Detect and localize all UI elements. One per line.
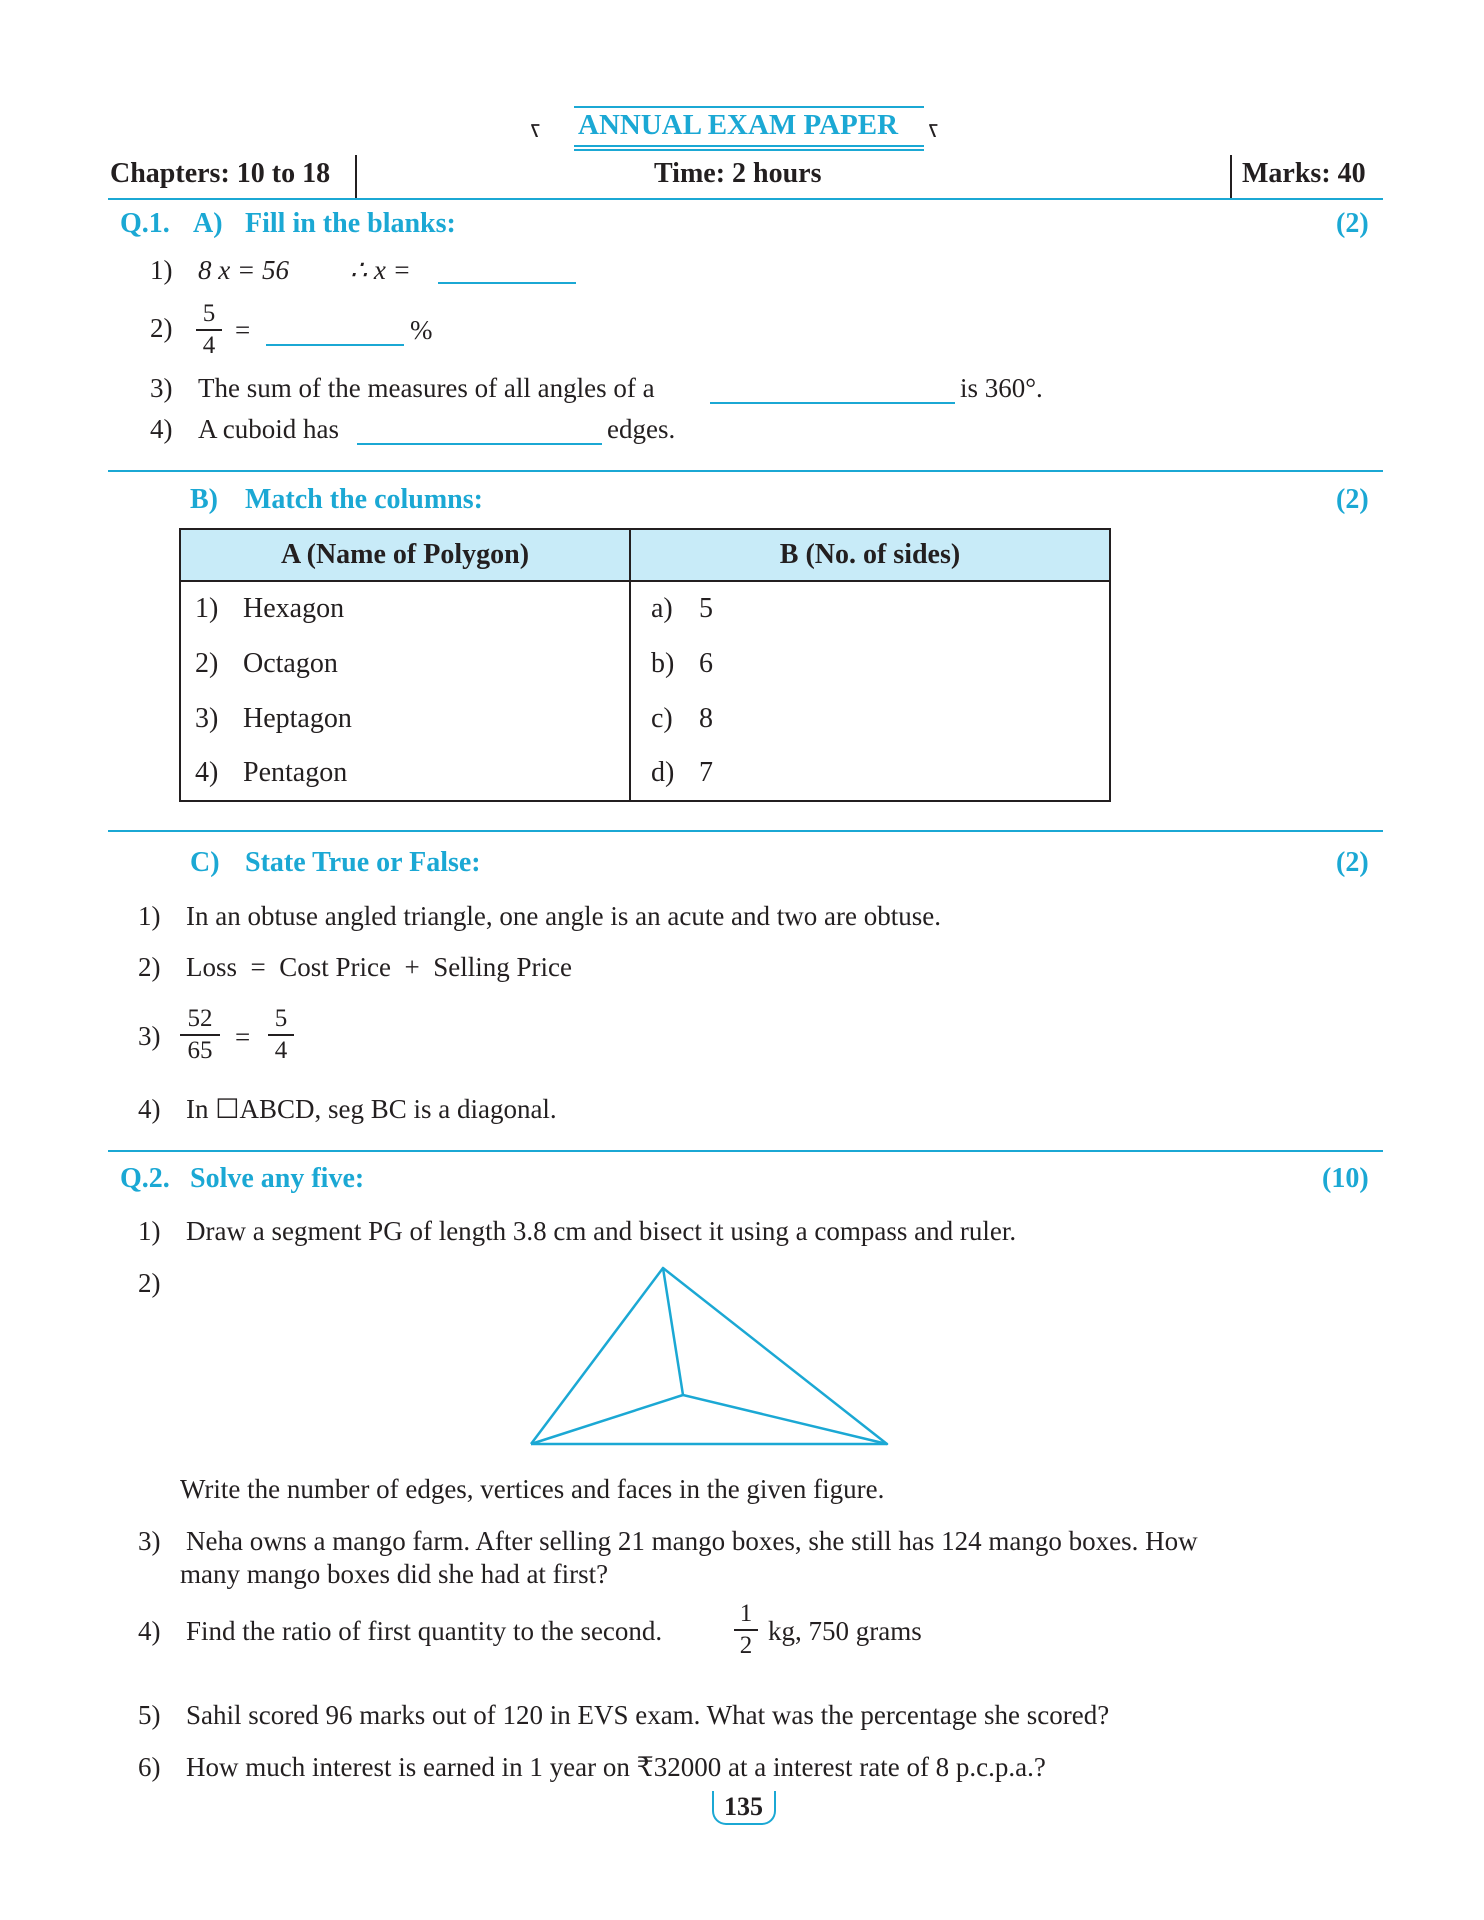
item-number: 6) [138, 1752, 161, 1782]
fraction-bar [734, 1629, 758, 1631]
q1c-item2 [138, 951, 572, 983]
q1a-item3 [150, 372, 655, 404]
q2-item4 [138, 1615, 662, 1647]
column-b-header: B (No. of sides) [630, 529, 1110, 581]
column-b-cell [630, 581, 1110, 636]
section-divider-b [108, 830, 1383, 832]
polygon-name: Octagon [243, 647, 338, 679]
q1c-item1 [138, 900, 941, 932]
pyramid-edge-apex [663, 1268, 683, 1395]
title-rule-bottom-1 [574, 145, 924, 147]
match-table [179, 528, 1111, 802]
q1b-marks: (2) [1336, 484, 1369, 515]
row-number: 4) [195, 757, 219, 788]
q2-marks: (10) [1322, 1163, 1369, 1194]
exam-title: ANNUAL EXAM PAPER [578, 109, 899, 141]
item-text: Find the ratio of first quantity to the second. [186, 1616, 663, 1646]
marks-divider [1230, 155, 1232, 200]
fraction-bar [196, 329, 222, 331]
row-letter: a) [651, 593, 673, 624]
header-rule [108, 198, 1383, 200]
time-label: Time: 2 hours [654, 158, 822, 189]
section-divider-a [108, 470, 1383, 472]
header-left-ornament: ꧏ [530, 117, 541, 143]
item-text: How much interest is earned in 1 year on ₹32000 at a interest rate of 8 p.c.p.a.? [186, 1752, 1046, 1782]
fraction-numerator: 5 [274, 1005, 288, 1032]
fraction-denominator: 4 [274, 1036, 288, 1064]
item-text: Draw a segment PG of length 3.8 cm and bisect it using a compass and ruler. [186, 1216, 1017, 1246]
q2-item3-line2: many mango boxes did she had at first? [180, 1559, 609, 1589]
item-number: 3) [138, 1526, 161, 1556]
q1a-item1 [150, 254, 289, 286]
q2-item4-tail: kg, 750 grams [768, 1616, 922, 1646]
item-number: 5) [138, 1700, 161, 1730]
table-row [180, 636, 1110, 691]
fraction-denominator: 2 [739, 1631, 753, 1659]
q2-item1 [138, 1215, 1016, 1247]
fraction-denominator: 65 [187, 1036, 213, 1064]
row-number: 1) [195, 593, 219, 624]
q1a-marks: (2) [1336, 208, 1369, 239]
q2-item3-line1 [138, 1525, 1198, 1557]
column-a-cell [180, 636, 630, 691]
section-divider-c [108, 1150, 1383, 1152]
q2-title: Solve any five: [190, 1163, 365, 1194]
q1a-item3-blank[interactable] [710, 402, 955, 404]
q1a-item2-percent: % [410, 315, 433, 345]
side-count: 8 [699, 702, 713, 734]
item-number: 4) [150, 414, 173, 444]
title-rule-bottom-2 [574, 149, 924, 151]
q1a-item3-tail: is 360°. [960, 373, 1043, 403]
pyramid-outline [531, 1268, 887, 1444]
item-number: 1) [138, 901, 161, 931]
q2-item4-fraction [734, 1600, 758, 1660]
q2-item6 [138, 1751, 1046, 1783]
item-number: 3) [150, 373, 173, 403]
q1c-item3-fraction-right [268, 1005, 294, 1065]
fraction-numerator: 1 [739, 1600, 753, 1627]
fraction-numerator: 5 [202, 300, 216, 327]
fraction-bar [268, 1034, 294, 1036]
q1a-item2-number: 2) [150, 313, 173, 343]
item-text: Loss = Cost Price + Selling Price [186, 952, 572, 982]
q1a-item1-therefore: ∴ x = [350, 255, 411, 285]
item-text: Sahil scored 96 marks out of 120 in EVS exam. What was the percentage she scored? [186, 1700, 1110, 1730]
q1c-title: State True or False: [245, 847, 481, 878]
column-a-cell [180, 691, 630, 746]
fraction-denominator: 4 [202, 331, 216, 359]
item-number: 4) [138, 1094, 161, 1124]
chapters-divider [355, 155, 357, 200]
item-text: In ☐ABCD, seg BC is a diagonal. [186, 1094, 557, 1124]
equation-text: 8 x = 56 [198, 255, 289, 285]
row-letter: b) [651, 647, 675, 679]
column-a-header: A (Name of Polygon) [180, 529, 630, 581]
column-a-cell [180, 746, 630, 801]
q1a-item4 [150, 413, 339, 445]
q2-number: Q.2. [120, 1163, 170, 1194]
q1c-letter: C) [190, 847, 220, 878]
row-number: 2) [195, 647, 219, 679]
item-text: Neha owns a mango farm. After selling 21 mango boxes, she still has 124 mango boxes. How [186, 1526, 1198, 1556]
q1-number: Q.1. [120, 208, 170, 239]
q1c-item3-equals: = [235, 1022, 251, 1052]
fraction-bar [180, 1034, 220, 1036]
column-b-cell [630, 636, 1110, 691]
q1a-item4-tail: edges. [607, 414, 676, 444]
q2-item2-text: Write the number of edges, vertices and faces in the given figure. [180, 1474, 885, 1504]
page-number: 135 [724, 1792, 763, 1821]
side-count: 5 [699, 593, 713, 624]
side-count: 7 [699, 757, 713, 788]
total-marks-label: Marks: 40 [1242, 158, 1366, 189]
pyramid-figure [525, 1262, 895, 1447]
q1a-item1-blank[interactable] [438, 282, 576, 284]
item-number: 4) [138, 1616, 161, 1646]
q1c-item3-fraction-left [180, 1005, 220, 1065]
item-number: 1) [150, 255, 173, 285]
pyramid-edge-left [531, 1395, 683, 1444]
header-right-ornament: ꧏ [928, 117, 939, 143]
item-number: 2) [138, 952, 161, 982]
chapters-label: Chapters: 10 to 18 [110, 158, 331, 189]
column-b-cell [630, 691, 1110, 746]
q1b-letter: B) [190, 484, 218, 515]
fraction-numerator: 52 [187, 1005, 213, 1032]
q1a-item4-blank[interactable] [357, 443, 602, 445]
q1c-marks: (2) [1336, 847, 1369, 878]
row-number: 3) [195, 702, 219, 734]
item-number: 1) [138, 1216, 161, 1246]
polygon-name: Pentagon [243, 757, 348, 788]
q1c-item4 [138, 1093, 557, 1125]
q1a-item2-fraction [196, 300, 222, 360]
item-text: The sum of the measures of all angles of a [198, 373, 655, 403]
side-count: 6 [699, 647, 713, 679]
q2-item5 [138, 1699, 1109, 1731]
column-b-cell [630, 746, 1110, 801]
q1a-item2-equals: = [235, 315, 251, 345]
table-header-row [180, 529, 1110, 581]
q1c-item3-number: 3) [138, 1021, 161, 1051]
row-letter: c) [651, 702, 673, 734]
q2-item2-number: 2) [138, 1268, 161, 1298]
table-row [180, 746, 1110, 801]
title-rule-top [574, 106, 924, 108]
q1a-letter: A) [193, 208, 223, 239]
polygon-name: Hexagon [243, 593, 345, 624]
column-a-cell [180, 581, 630, 636]
row-letter: d) [651, 757, 675, 788]
polygon-name: Heptagon [243, 702, 352, 734]
q1a-item2-blank[interactable] [266, 344, 404, 346]
q1a-title: Fill in the blanks: [245, 208, 456, 239]
item-text: In an obtuse angled triangle, one angle is an acute and two are obtuse. [186, 901, 941, 931]
item-text: A cuboid has [198, 414, 339, 444]
table-row [180, 691, 1110, 746]
q1b-title: Match the columns: [245, 484, 483, 515]
table-row [180, 581, 1110, 636]
